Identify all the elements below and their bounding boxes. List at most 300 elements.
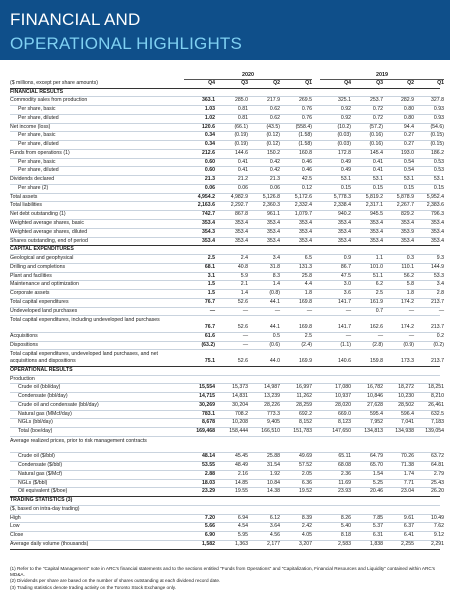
row-label: Commodity sales from production — [10, 97, 88, 104]
table-cell: 2,317.1 — [365, 202, 383, 209]
table-cell: 8,210 — [431, 393, 444, 400]
table-cell: (0.19) — [234, 141, 248, 148]
table-cell: 945.5 — [370, 211, 383, 218]
table-cell: 169.8 — [299, 298, 312, 305]
table-cell: 0.92 — [340, 114, 351, 121]
table-cell: 8,152 — [299, 419, 312, 426]
table-row — [10, 307, 444, 317]
table-cell: 53.1 — [433, 176, 444, 183]
table-cell: 692.2 — [299, 410, 312, 417]
table-cell: — — [408, 332, 414, 339]
row-label: Crude oil (bbl/day) — [18, 384, 61, 391]
table-cell: 6.41 — [403, 532, 414, 539]
table-cell: 1,079.7 — [294, 211, 312, 218]
table-cell: 9.61 — [403, 514, 414, 521]
section-title: OPERATIONAL RESULTS — [10, 366, 73, 373]
table-cell: 7.85 — [372, 514, 383, 521]
table-row — [10, 410, 444, 420]
table-cell: 14,987 — [264, 384, 280, 391]
table-cell: 9,405 — [267, 419, 280, 426]
table-cell: 0.7 — [375, 307, 383, 314]
table-cell: 16,782 — [367, 384, 383, 391]
table-cell: 961.1 — [267, 211, 280, 218]
row-label: Total (boe/day) — [18, 428, 53, 435]
table-row — [10, 228, 444, 238]
table-cell: 5.25 — [372, 479, 383, 486]
quarter-header: Q1 — [437, 79, 444, 86]
table-cell: 2.36 — [340, 470, 351, 477]
table-cell: 0.15 — [340, 184, 351, 191]
table-cell: 6.2 — [375, 281, 383, 288]
table-cell: (0.12) — [266, 132, 280, 139]
section-header-row — [10, 246, 440, 255]
quarter-header-row — [10, 79, 444, 89]
table-cell: 2.79 — [433, 470, 444, 477]
table-cell: 9.12 — [433, 532, 444, 539]
row-label: Net debt outstanding (1) — [10, 211, 66, 218]
table-cell: 1.8 — [304, 290, 312, 297]
table-cell: 10,937 — [335, 393, 351, 400]
table-cell: 15,554 — [199, 384, 215, 391]
table-row — [10, 350, 444, 366]
table-cell: 7,952 — [370, 419, 383, 426]
table-cell: 2,163.6 — [197, 202, 215, 209]
table-cell: 1.4 — [240, 290, 248, 297]
table-cell: 0.06 — [204, 184, 215, 191]
table-cell: 0.9 — [343, 255, 351, 262]
table-cell: 2,255 — [401, 540, 414, 547]
table-row — [10, 506, 440, 515]
table-cell: 353.4 — [299, 237, 312, 244]
table-cell: 15,373 — [232, 384, 248, 391]
table-cell: 353.4 — [267, 220, 280, 227]
table-cell: 0.41 — [237, 167, 248, 174]
table-cell: 0.27 — [403, 141, 414, 148]
table-cell: 0.92 — [340, 106, 351, 113]
table-cell: 193.0 — [401, 149, 414, 156]
table-cell: 0.27 — [403, 132, 414, 139]
table-cell: 354.3 — [202, 228, 215, 235]
table-cell: 10,846 — [367, 393, 383, 400]
table-row — [10, 298, 444, 308]
row-label: Condensate ($/bbl) — [18, 462, 63, 469]
table-cell: (0.19) — [234, 132, 248, 139]
table-cell: 5.66 — [204, 523, 215, 530]
table-cell: 1.5 — [207, 281, 215, 288]
table-cell: 632.5 — [431, 410, 444, 417]
table-cell: 25.88 — [267, 453, 280, 460]
row-label: Oil equivalent ($/boe) — [18, 488, 68, 495]
row-label: Total capital expenditures — [10, 298, 69, 305]
table-cell: 10,230 — [398, 393, 414, 400]
table-cell: 18.03 — [202, 479, 215, 486]
table-cell: 353.4 — [401, 237, 414, 244]
table-cell: 4,954.2 — [197, 193, 215, 200]
table-cell: 65.70 — [370, 462, 383, 469]
table-cell: 213.7 — [431, 357, 444, 364]
table-cell: 20.46 — [370, 488, 383, 495]
table-cell: 30,204 — [232, 401, 248, 408]
row-label: Natural gas (MMcf/day) — [18, 410, 72, 417]
table-cell: (0.9) — [403, 341, 414, 348]
table-cell: 169.8 — [299, 324, 312, 331]
table-cell: 3.64 — [269, 523, 280, 530]
table-cell: 353.4 — [235, 237, 248, 244]
table-cell: 353.4 — [370, 237, 383, 244]
table-cell: 0.62 — [269, 106, 280, 113]
table-cell: 28,259 — [296, 401, 312, 408]
row-label: Dividends declared — [10, 176, 55, 183]
table-cell: 150.2 — [267, 149, 280, 156]
table-cell: 0.46 — [301, 158, 312, 165]
table-row — [10, 332, 444, 342]
table-cell: 44.1 — [269, 324, 280, 331]
table-cell: 2.4 — [240, 255, 248, 262]
table-cell: (0.12) — [266, 141, 280, 148]
table-cell: 23.93 — [338, 488, 351, 495]
row-label: Geological and geophysical — [10, 255, 74, 262]
quarter-header: Q2 — [407, 79, 414, 86]
quarter-header: Q4 — [208, 79, 215, 86]
table-cell: 0.41 — [372, 167, 383, 174]
table-cell: 51.1 — [372, 272, 383, 279]
table-row — [10, 132, 444, 141]
row-label: Total capital expenditures, undeveloped land purchases, and net acquisitions and dispositions — [10, 351, 158, 365]
table-cell: 76.7 — [204, 298, 215, 305]
row-label: High — [10, 514, 21, 521]
table-cell: (57.2) — [369, 123, 383, 130]
table-cell: 0.42 — [269, 167, 280, 174]
table-cell: 8.18 — [340, 532, 351, 539]
table-cell: 10.49 — [431, 514, 444, 521]
table-cell: (558.4) — [295, 123, 312, 130]
table-cell: 7,041 — [401, 419, 414, 426]
table-cell: 212.6 — [202, 149, 215, 156]
year-2020-label: 2020 — [184, 72, 312, 80]
table-cell: 0.81 — [237, 114, 248, 121]
table-cell: 6.37 — [403, 523, 414, 530]
table-cell: 4.56 — [269, 532, 280, 539]
table-cell: 742.7 — [202, 211, 215, 218]
table-cell: 5,172.6 — [294, 193, 312, 200]
table-cell: 120.6 — [202, 123, 215, 130]
table-cell: 53.55 — [202, 462, 215, 469]
table-cell: 56.2 — [403, 272, 414, 279]
table-cell: 0.49 — [340, 167, 351, 174]
table-cell: 2.05 — [301, 470, 312, 477]
row-label: Undeveloped land purchases — [10, 307, 78, 314]
table-row — [10, 462, 444, 471]
table-cell: 1.1 — [375, 255, 383, 262]
footnote: (3) Trading statistics denote trading activity on the Toronto Stock Exchange only. — [10, 584, 177, 590]
table-cell: 48.49 — [235, 462, 248, 469]
table-cell: 783.1 — [202, 410, 215, 417]
row-label: Per share, diluted — [18, 114, 59, 121]
table-cell: (0.2) — [433, 341, 444, 348]
table-cell: 144.9 — [431, 263, 444, 270]
table-cell: 353.4 — [431, 228, 444, 235]
table-cell: 3.4 — [436, 281, 444, 288]
row-label: Corporate assets — [10, 290, 50, 297]
table-row — [10, 523, 444, 532]
table-cell: 0.80 — [403, 106, 414, 113]
table-cell: (2.4) — [301, 341, 312, 348]
table-cell: 353.4 — [338, 228, 351, 235]
table-cell: 44.0 — [269, 357, 280, 364]
table-cell: 7.71 — [403, 479, 414, 486]
table-cell: 57.52 — [299, 462, 312, 469]
table-cell: 169.9 — [299, 357, 312, 364]
table-cell: 363.1 — [202, 97, 215, 104]
table-cell: — — [242, 341, 248, 348]
table-cell: (0.03) — [337, 132, 351, 139]
table-row — [10, 419, 444, 428]
table-cell: 14.85 — [235, 479, 248, 486]
table-cell: (66.1) — [234, 123, 248, 130]
quarter-header: Q4 — [344, 79, 351, 86]
table-cell: 45.45 — [235, 453, 248, 460]
table-row — [10, 290, 444, 299]
table-cell: 160.8 — [299, 149, 312, 156]
table-cell: 325.1 — [338, 97, 351, 104]
table-cell: 139,054 — [425, 428, 444, 435]
table-cell: 31.8 — [269, 263, 280, 270]
row-label: Crude oil ($/bbl) — [18, 453, 55, 460]
table-cell: 30,269 — [199, 401, 215, 408]
table-cell: — — [274, 307, 280, 314]
table-cell: 8.26 — [340, 514, 351, 521]
table-cell: 14.38 — [267, 488, 280, 495]
table-cell: 0.15 — [372, 184, 383, 191]
table-cell: 285.0 — [235, 97, 248, 104]
table-row — [10, 255, 444, 264]
row-label: Per share, basic — [18, 158, 56, 165]
table-cell: 0.72 — [372, 114, 383, 121]
table-cell: 28,502 — [398, 401, 414, 408]
table-cell: (2.8) — [372, 341, 383, 348]
table-cell: 0.3 — [406, 255, 414, 262]
table-cell: 0.34 — [204, 132, 215, 139]
table-cell: 10,208 — [232, 419, 248, 426]
table-cell: (0.15) — [430, 132, 444, 139]
table-cell: 353.4 — [299, 220, 312, 227]
table-cell: 1,838 — [370, 540, 383, 547]
table-cell: 708.2 — [235, 410, 248, 417]
table-cell: 19.55 — [235, 488, 248, 495]
table-cell: 1.92 — [269, 470, 280, 477]
row-label: Natural gas ($/Mcf) — [18, 470, 63, 477]
table-cell: 6.90 — [204, 532, 215, 539]
table-cell: 6.31 — [372, 532, 383, 539]
table-cell: 213.7 — [431, 298, 444, 305]
table-cell: 0.60 — [204, 167, 215, 174]
table-cell: 4.05 — [301, 532, 312, 539]
table-cell: 101.0 — [370, 263, 383, 270]
table-cell: 0.46 — [301, 167, 312, 174]
table-cell: 867.8 — [235, 211, 248, 218]
row-label: NGLs ($/bbl) — [18, 479, 48, 486]
table-cell: 0.54 — [403, 167, 414, 174]
row-label: Dispositions — [10, 341, 38, 348]
table-cell: 4,982.9 — [230, 193, 248, 200]
table-cell: 7.20 — [204, 514, 215, 521]
table-row — [10, 514, 444, 524]
table-cell: 2.8 — [436, 290, 444, 297]
table-cell: 2.16 — [237, 470, 248, 477]
section-title: TRADING STATISTICS (3) — [10, 497, 73, 504]
table-cell: 9.3 — [436, 255, 444, 262]
footnote: (2) Dividends per share are based on the number of shares outstanding at each dividend record date. — [10, 578, 221, 584]
table-cell: 68.1 — [204, 263, 215, 270]
table-cell: 134,938 — [395, 428, 414, 435]
table-cell: 5,952.4 — [426, 193, 444, 200]
table-cell: 0.80 — [403, 114, 414, 121]
table-row — [10, 437, 440, 453]
table-cell: 28,020 — [335, 401, 351, 408]
table-cell: 2,267.7 — [396, 202, 414, 209]
table-cell: (1.1) — [340, 341, 351, 348]
table-cell: 829.2 — [401, 211, 414, 218]
table-cell: 64.79 — [370, 453, 383, 460]
row-label: ($, based on intra-day trading) — [10, 505, 80, 512]
table-cell: 17,080 — [335, 384, 351, 391]
section-header-row — [10, 497, 440, 506]
table-cell: — — [345, 332, 351, 339]
table-row — [10, 193, 444, 203]
table-cell: 773.3 — [267, 410, 280, 417]
row-label: Per share (2) — [18, 184, 49, 191]
table-row — [10, 202, 444, 211]
table-cell: 0.12 — [301, 184, 312, 191]
table-cell: 1.54 — [372, 470, 383, 477]
table-cell: — — [408, 307, 414, 314]
table-cell: 1.02 — [204, 114, 215, 121]
table-cell: 3.1 — [207, 272, 215, 279]
table-cell: 669.0 — [338, 410, 351, 417]
page-title-line-1: FINANCIAL AND — [10, 10, 141, 29]
table-cell: 48.14 — [202, 453, 215, 460]
row-label: Close — [10, 532, 24, 539]
table-cell: 2.1 — [240, 281, 248, 288]
row-label: Per share, basic — [18, 132, 56, 139]
table-cell: 5,819.2 — [365, 193, 383, 200]
table-row — [10, 384, 444, 393]
table-cell: 1.03 — [204, 106, 215, 113]
table-cell: 353.4 — [338, 220, 351, 227]
row-label: Crude oil and condensate (bbl/day) — [18, 401, 99, 408]
table-cell: 134,813 — [364, 428, 383, 435]
table-cell: 174.2 — [401, 324, 414, 331]
table-cell: 5.37 — [372, 523, 383, 530]
table-row — [10, 281, 444, 290]
table-cell: 0.15 — [403, 184, 414, 191]
section-title: CAPITAL EXPENDITURES — [10, 246, 74, 253]
table-cell: 596.4 — [401, 410, 414, 417]
row-label: Weighted average shares, diluted — [10, 228, 88, 235]
table-cell: 144.6 — [235, 149, 248, 156]
table-cell: (0.15) — [430, 141, 444, 148]
table-cell: 253.7 — [370, 97, 383, 104]
table-row — [10, 184, 444, 194]
table-row — [10, 453, 444, 462]
table-cell: 7.62 — [433, 523, 444, 530]
table-cell: 61.6 — [204, 332, 215, 339]
table-cell: 11.69 — [338, 479, 351, 486]
table-cell: 0.54 — [403, 158, 414, 165]
table-row — [10, 176, 444, 185]
table-cell: 145.4 — [370, 149, 383, 156]
table-cell: (1.58) — [298, 141, 312, 148]
table-cell: 25.43 — [431, 479, 444, 486]
table-cell: (0.8) — [269, 290, 280, 297]
table-row — [10, 401, 444, 411]
table-cell: 65.11 — [338, 453, 351, 460]
table-cell: 0.62 — [269, 114, 280, 121]
table-cell: (0.6) — [269, 341, 280, 348]
table-cell: 2,332.4 — [294, 202, 312, 209]
table-cell: 76.7 — [204, 324, 215, 331]
table-cell: 16,997 — [296, 384, 312, 391]
table-cell: 0.15 — [433, 184, 444, 191]
table-cell: 1.4 — [272, 281, 280, 288]
row-label: Maintenance and optimization — [10, 281, 79, 288]
table-cell: 2,292.7 — [230, 202, 248, 209]
table-cell: 21.2 — [237, 176, 248, 183]
table-cell: 8.3 — [272, 272, 280, 279]
table-cell: 6.5 — [304, 255, 312, 262]
table-cell: 53.1 — [372, 176, 383, 183]
table-cell: 8,123 — [338, 419, 351, 426]
table-row — [10, 211, 444, 220]
table-cell: 52.6 — [237, 324, 248, 331]
table-cell: 141.7 — [338, 298, 351, 305]
table-cell: (0.03) — [337, 141, 351, 148]
table-cell: 23.29 — [202, 488, 215, 495]
table-cell: 2,383.6 — [426, 202, 444, 209]
section-header-row — [10, 367, 440, 376]
highlights-table — [10, 72, 444, 550]
table-cell: 5,878.9 — [396, 193, 414, 200]
quarter-header: Q1 — [305, 79, 312, 86]
table-cell: 49.69 — [299, 453, 312, 460]
table-cell: 140.6 — [338, 357, 351, 364]
table-cell: 5.95 — [237, 532, 248, 539]
table-cell: 796.3 — [431, 211, 444, 218]
table-cell: 53.1 — [340, 176, 351, 183]
table-cell: 110.1 — [401, 263, 414, 270]
table-row — [10, 341, 444, 351]
table-row — [10, 272, 444, 282]
table-cell: 353.4 — [267, 237, 280, 244]
table-row — [10, 141, 444, 150]
table-row — [10, 158, 444, 168]
table-row — [10, 540, 444, 550]
table-cell: 6.36 — [301, 479, 312, 486]
table-cell: — — [377, 332, 383, 339]
table-cell: 282.9 — [401, 97, 414, 104]
year-header-row — [10, 72, 440, 80]
table-cell: 3.4 — [272, 255, 280, 262]
table-cell: 26.20 — [431, 488, 444, 495]
table-cell: 0.42 — [269, 158, 280, 165]
table-body — [10, 88, 444, 550]
table-cell: 26,461 — [428, 401, 444, 408]
table-cell: 186.2 — [431, 149, 444, 156]
table-cell: 14,715 — [199, 393, 215, 400]
table-cell: (63.2) — [201, 341, 215, 348]
row-label: Per share, basic — [18, 106, 56, 113]
table-cell: 151,783 — [293, 428, 312, 435]
